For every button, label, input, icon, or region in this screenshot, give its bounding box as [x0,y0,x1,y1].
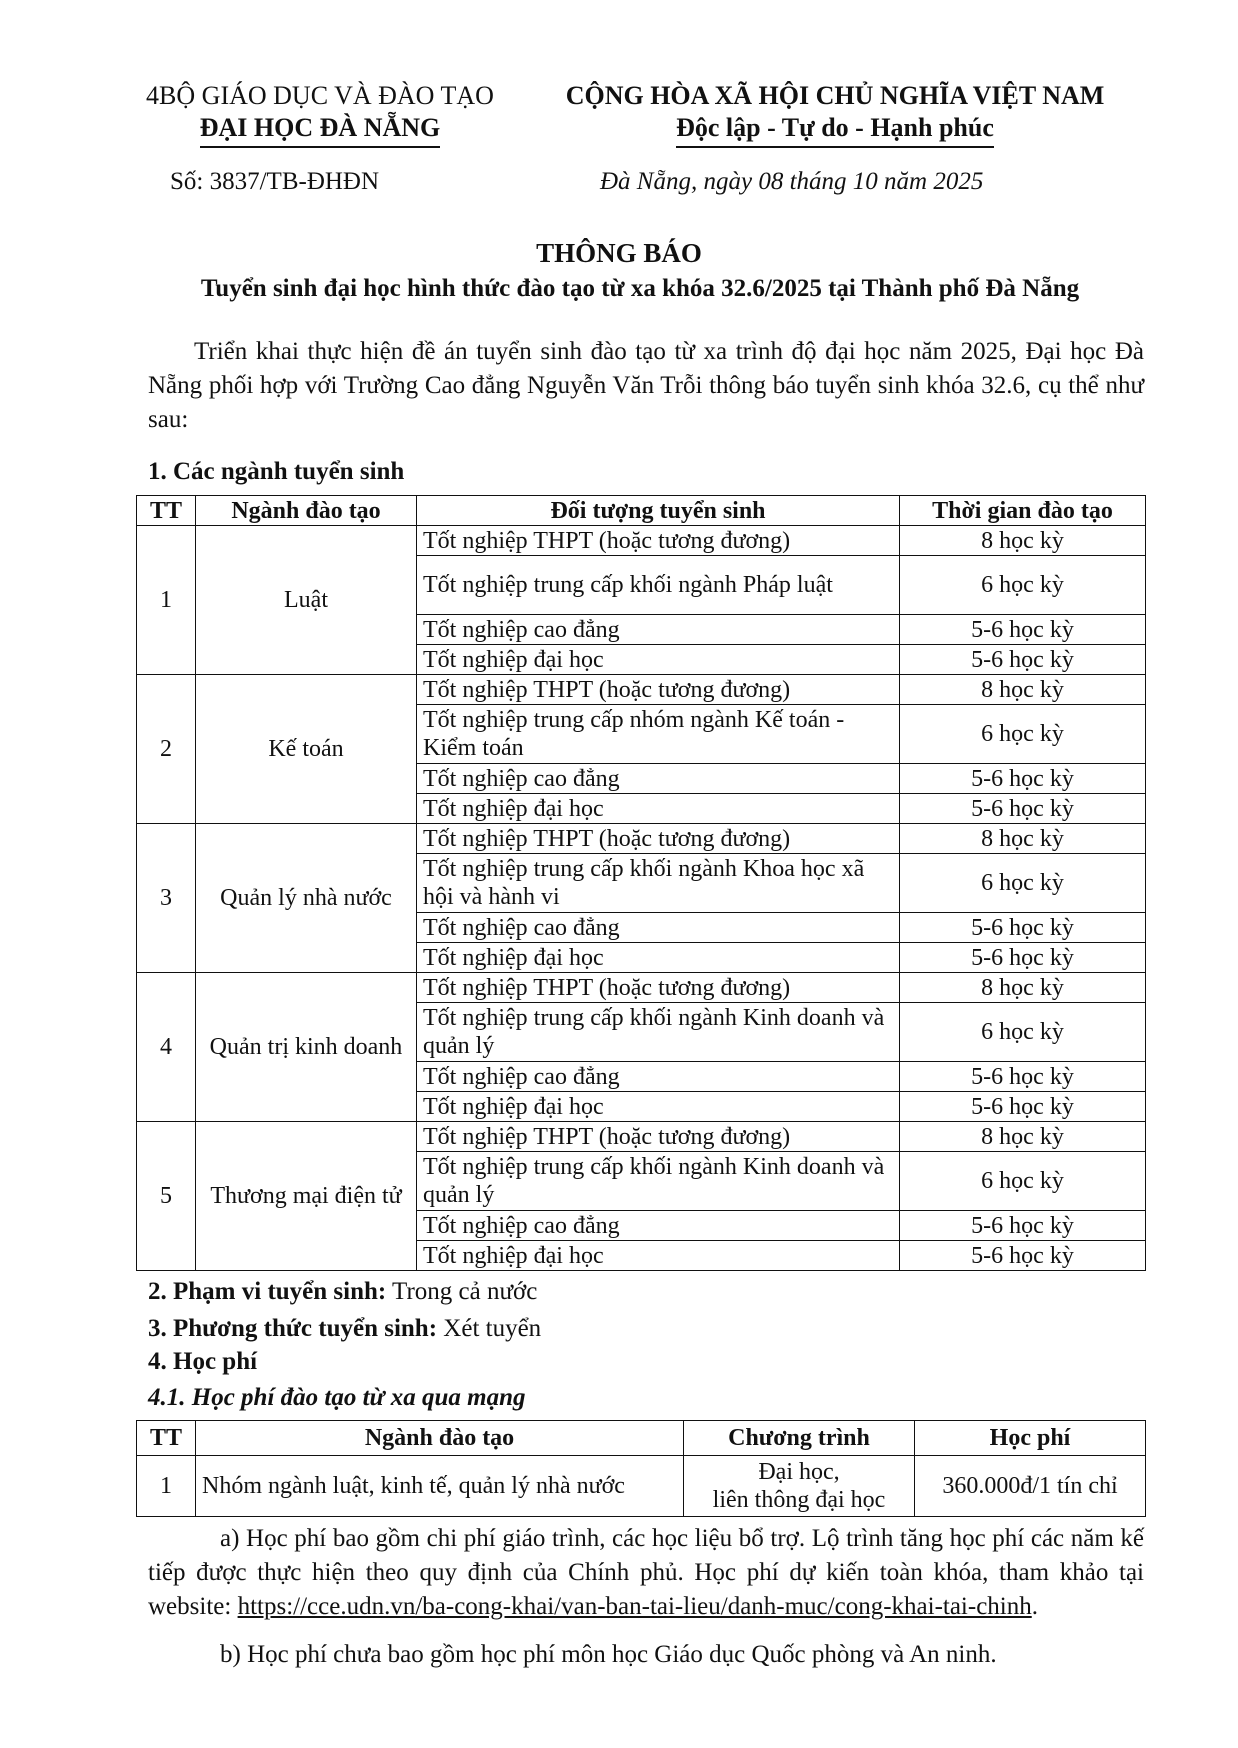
tuition-major: Nhóm ngành luật, kinh tế, quản lý nhà nước [196,1456,684,1517]
header-tt: TT [137,496,196,526]
motto: Độc lập - Tự do - Hạnh phúc [676,112,994,148]
row-duration: 5-6 học kỳ [900,943,1146,973]
tuition-fee: 360.000đ/1 tín chỉ [915,1456,1146,1517]
section-3 [148,1313,541,1345]
row-duration: 8 học kỳ [900,526,1146,556]
majors-table-header [137,496,1146,526]
row-duration: 5-6 học kỳ [900,794,1146,824]
table-row [137,526,1146,556]
tuition-header-fee: Học phí [915,1421,1146,1456]
tuition-program-line1: Đại học, [758,1459,840,1485]
row-target: Tốt nghiệp đại học [417,1241,900,1271]
row-target: Tốt nghiệp trung cấp khối ngành Pháp luật [417,556,900,615]
tuition-header-tt: TT [137,1421,196,1456]
tuition-program-line2: liên thông đại học [712,1487,886,1513]
university-name: ĐẠI HỌC ĐÀ NẴNG [200,112,441,148]
header-target: Đối tượng tuyển sinh [417,496,900,526]
row-duration: 6 học kỳ [900,1152,1146,1211]
row-duration: 8 học kỳ [900,1122,1146,1152]
row-major: Quản lý nhà nước [196,824,417,973]
note-a-text: a) Học phí bao gồm chi phí giáo trình, các học liệu bổ trợ. Lộ trình tăng học phí các năm kế tiếp được thực hiện theo quy định của Chính phủ. Học phí dự kiến toàn khóa, tham khảo tại website: [148,1525,1144,1620]
table-row [137,1456,1146,1517]
document-title: THÔNG BÁO [536,238,702,268]
row-major: Quản trị kinh doanh [196,973,417,1122]
section-1-heading: 1. Các ngành tuyển sinh [148,458,405,485]
row-target: Tốt nghiệp cao đẳng [417,913,900,943]
section-2-label: 2. Phạm vi tuyển sinh: [148,1278,387,1305]
row-target: Tốt nghiệp trung cấp khối ngành Kinh doanh và quản lý [417,1003,900,1062]
row-tt: 3 [137,824,196,973]
section-3-value: Xét tuyển [443,1315,542,1342]
row-target: Tốt nghiệp đại học [417,794,900,824]
table-row [137,973,1146,1003]
row-target: Tốt nghiệp đại học [417,943,900,973]
majors-table [136,495,1146,1271]
row-duration: 6 học kỳ [900,705,1146,764]
note-b: b) Học phí chưa bao gồm học phí môn học Giáo dục Quốc phòng và An ninh. [220,1641,997,1668]
header-major: Ngành đào tạo [196,496,417,526]
row-tt: 2 [137,675,196,824]
ministry-name: 4BỘ GIÁO DỤC VÀ ĐÀO TẠO [146,81,494,110]
row-duration: 6 học kỳ [900,854,1146,913]
row-tt: 1 [137,526,196,675]
section-2-value: Trong cả nước [392,1278,538,1305]
note-a: a) Học phí bao gồm chi phí giáo trình, các học liệu bổ trợ. Lộ trình tăng học phí các năm kế tiếp được thực hiện theo quy định của Chính phủ. Học phí dự kiến toàn khóa, tham khảo tại website: https://cce.udn.vn/ba-cong-khai/van-ban-tai-lieu/danh-muc/cong-khai-tai-chinh. [148,1525,1144,1620]
tuition-table [136,1420,1146,1517]
tuition-table-header [137,1421,1146,1456]
row-duration: 6 học kỳ [900,1003,1146,1062]
row-target: Tốt nghiệp THPT (hoặc tương đương) [417,1122,900,1152]
row-target: Tốt nghiệp THPT (hoặc tương đương) [417,675,900,705]
table-row [137,824,1146,854]
row-target: Tốt nghiệp đại học [417,645,900,675]
header-left [120,80,520,148]
row-duration: 6 học kỳ [900,556,1146,615]
section-3-label: 3. Phương thức tuyển sinh: [148,1315,438,1342]
row-duration: 8 học kỳ [900,973,1146,1003]
tuition-tt: 1 [137,1456,196,1517]
row-target: Tốt nghiệp THPT (hoặc tương đương) [417,824,900,854]
intro-paragraph: Triển khai thực hiện đề án tuyển sinh đào tạo từ xa trình độ đại học năm 2025, Đại học Đà Nẵng phối hợp với Trường Cao đẳng Nguyễn Văn Trỗi thông báo tuyển sinh khóa 32.6, cụ thể như sau: [148,338,1144,433]
row-duration: 5-6 học kỳ [900,615,1146,645]
row-duration: 5-6 học kỳ [900,1092,1146,1122]
row-target: Tốt nghiệp cao đẳng [417,1211,900,1241]
document-subtitle: Tuyển sinh đại học hình thức đào tạo từ xa khóa 32.6/2025 tại Thành phố Đà Nẵng [200,275,1080,302]
republic-name: CỘNG HÒA XÃ HỘI CHỦ NGHĨA VIỆT NAM [565,81,1105,110]
row-duration: 8 học kỳ [900,675,1146,705]
document-number: Số: 3837/TB-ĐHĐN [170,168,380,195]
row-major: Thương mại điện tử [196,1122,417,1271]
row-target: Tốt nghiệp THPT (hoặc tương đương) [417,973,900,1003]
header-right [530,80,1140,148]
tuition-program [684,1456,915,1517]
row-target: Tốt nghiệp đại học [417,1092,900,1122]
row-major: Kế toán [196,675,417,824]
table-row [137,1122,1146,1152]
row-target: Tốt nghiệp cao đẳng [417,615,900,645]
header-duration: Thời gian đào tạo [900,496,1146,526]
row-target: Tốt nghiệp trung cấp khối ngành Khoa học xã hội và hành vi [417,854,900,913]
document-date: Đà Nẵng, ngày 08 tháng 10 năm 2025 [600,168,984,195]
table-row [137,675,1146,705]
section-2 [148,1276,537,1308]
tuition-website-link[interactable]: https://cce.udn.vn/ba-cong-khai/van-ban-tai-lieu/danh-muc/cong-khai-tai-chinh [237,1593,1032,1620]
row-duration: 5-6 học kỳ [900,913,1146,943]
section-4-heading: 4. Học phí [148,1348,258,1375]
row-target: Tốt nghiệp cao đẳng [417,1062,900,1092]
tuition-header-program: Chương trình [684,1421,915,1456]
row-target: Tốt nghiệp THPT (hoặc tương đương) [417,526,900,556]
row-duration: 5-6 học kỳ [900,645,1146,675]
row-target: Tốt nghiệp trung cấp nhóm ngành Kế toán - Kiểm toán [417,705,900,764]
row-target: Tốt nghiệp trung cấp khối ngành Kinh doanh và quản lý [417,1152,900,1211]
tuition-header-major: Ngành đào tạo [196,1421,684,1456]
row-duration: 8 học kỳ [900,824,1146,854]
row-major: Luật [196,526,417,675]
row-duration: 5-6 học kỳ [900,1211,1146,1241]
row-tt: 5 [137,1122,196,1271]
row-duration: 5-6 học kỳ [900,1241,1146,1271]
row-duration: 5-6 học kỳ [900,1062,1146,1092]
row-duration: 5-6 học kỳ [900,764,1146,794]
row-tt: 4 [137,973,196,1122]
section-4-1-heading: 4.1. Học phí đào tạo từ xa qua mạng [148,1384,526,1411]
row-target: Tốt nghiệp cao đẳng [417,764,900,794]
